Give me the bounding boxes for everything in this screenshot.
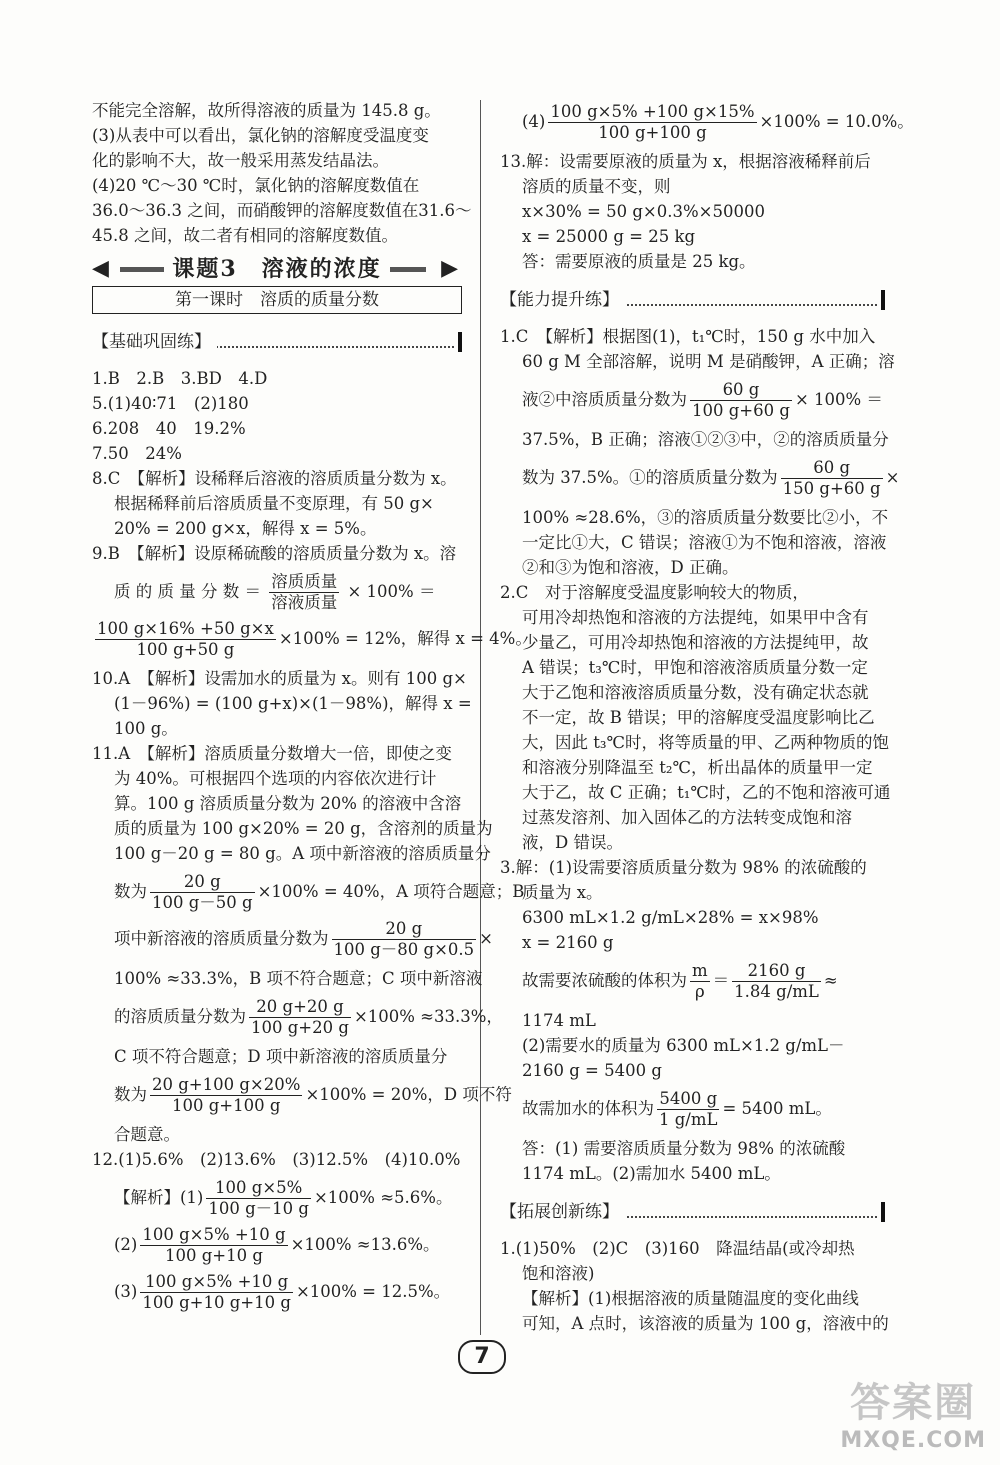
text-line: (3)从表中可以看出，氯化钠的溶解度受温度变 [92,126,429,145]
fraction [95,619,276,660]
numerator: m [692,961,708,980]
answer-line: 溶质的质量不变，则 [522,177,671,196]
text-line: 45.8 之间，故二者有相同的溶解度数值。 [92,226,398,245]
text-line: 不能完全溶解，故所得溶液的质量为 145.8 g。 [92,101,441,120]
numerator: 20 g [150,872,255,893]
dotted-leader [620,304,877,306]
denominator: 100 g－80 g×0.5 [333,940,475,959]
numerator: 60 g [690,380,792,401]
answer-line: 质量为 x。 [522,883,603,902]
answer-line: 答：需要原液的质量是 25 kg。 [522,252,756,271]
answer-line: (1－96%) = (100 g+x)×(1－98%)，解得 x = [114,694,472,713]
formula-prefix: (3) [114,1282,138,1301]
watermark-url: MXQE.COM [840,1428,986,1453]
formula-line [92,1225,462,1266]
denominator: ρ [694,982,705,1001]
section-header-extension [500,1198,885,1226]
formula-tail: × [479,929,493,948]
fraction [657,1089,719,1130]
answer-line: 11.A 【解析】溶质质量分数增大一倍，即使之变 [92,744,452,763]
formula-tail: ×100% ≈13.6%。 [290,1235,440,1254]
numerator: 100 g×5% +10 g [142,1225,286,1244]
fraction [150,1075,302,1116]
answer-line: 可用冷却热饱和溶液的方法提纯，如果甲中含有 [522,608,869,627]
equals-sign: ＝ [712,971,730,990]
formula-prefix: 项中新溶液的溶质质量分数为 [114,929,329,948]
text-line: (4)20 ℃～30 ℃时，氯化钠的溶解度数值在 [92,176,420,195]
answer-line: x = 25000 g = 25 kg [522,227,696,246]
fraction [206,1178,311,1219]
formula-line [500,380,885,421]
fraction [249,997,351,1038]
lesson-title: 课题3 溶液的浓度 [164,256,389,282]
answer-line: 算。100 g 溶质质量分数为 20% 的溶液中含溶 [114,794,462,813]
section-end-bar [881,1202,885,1222]
formula-tail: ×100% = 10.0%。 [759,112,914,131]
answer-line: (2)需要水的质量为 6300 mL×1.2 g/mL－ [522,1036,845,1055]
answer-line: 9.B 【解析】设原稀硫酸的溶质质量分数为 x。溶 [92,544,457,563]
answer-line: 根据稀释前后溶质质量不变原理，有 50 g× [114,494,434,513]
numerator: 20 g [332,919,477,940]
answer-line: 和溶液分别降温至 t₂℃，析出晶体的质量甲一定 [522,758,873,777]
formula-prefix: 质 的 质 量 分 数 ＝ [114,582,261,601]
formula-prefix: 故需要浓硫酸的体积为 [522,971,687,990]
section-end-bar [458,332,462,352]
answer-line: 1.(1)50% (2)C (3)160 降温结晶(或冷却热 [500,1239,855,1258]
watermark [840,1371,986,1453]
answer-line: 60 g M 全部溶解，说明 M 是硝酸钾，A 正确；溶 [522,352,895,371]
answer-line: 3.解：(1)设需要溶质质量分数为 98% 的浓硫酸的 [500,858,867,877]
answer-line: 10.A 【解析】设需加水的质量为 x。则有 100 g× [92,669,467,688]
answer-line: 1.B 2.B 3.BD 4.D [92,369,268,388]
column-divider [480,100,481,1335]
denominator: 溶液质量 [271,593,338,612]
formula-line [92,919,493,960]
formula-line [92,1178,462,1219]
formula-line [500,102,914,143]
formula-line [500,1089,885,1130]
formula-line [92,572,462,613]
answer-line: 2160 g = 5400 g [522,1061,662,1080]
fraction [690,380,792,421]
formula-tail: × 100% ＝ [347,582,436,601]
answer-line: 20% = 200 g×x，解得 x = 5%。 [114,519,377,538]
numerator: 100 g×16% +50 g×x [97,619,274,638]
denominator: 1 g/mL [659,1110,718,1129]
answer-line: x×30% = 50 g×0.3%×50000 [522,202,765,221]
formula-tail: × 100% ＝ [794,390,883,409]
right-arrow-icon: ▶ [441,256,458,281]
answer-line: 37.5%，B 正确；溶液①②③中，②的溶质质量分 [522,430,889,449]
numerator: 溶质质量 [271,572,338,591]
answer-line: 1174 mL [522,1011,596,1030]
section-end-bar [881,290,885,310]
answer-line: 大，因此 t₃℃时，将等质量的甲、乙两种物质的饱 [522,733,889,752]
watermark-logo: 答案圈 [850,1380,977,1426]
formula-prefix: (2) [114,1235,138,1254]
formula-prefix: 数为 [114,1085,147,1104]
formula-line [92,1075,512,1116]
fraction [732,961,821,1002]
answer-line: A 错误；t₃℃时，甲饱和溶液溶质质量分数一定 [522,658,868,677]
answer-line: C 项不符合题意；D 项中新溶液的溶质质量分 [114,1047,448,1066]
answer-line: 1.C 【解析】根据图(1)，t₁℃时，150 g 水中加入 [500,327,876,346]
denominator: 100 g+50 g [136,640,235,659]
dotted-leader [212,346,454,348]
numerator: 20 g+20 g [249,997,351,1018]
answer-line: 可知，A 点时，该溶液的质量为 100 g，溶液中的 [522,1314,889,1333]
formula-line [92,997,503,1038]
formula-line [92,872,525,913]
formula-tail: = 5400 mL。 [722,1099,832,1118]
section-header-ability [500,286,885,314]
section-label: 【拓展创新练】 [500,1202,625,1222]
lesson-subtitle: 第一课时 溶质的质量分数 [92,286,462,314]
answer-line: 6.208 40 19.2% [92,419,246,438]
answer-line: 1174 mL。(2)需加水 5400 mL。 [522,1164,781,1183]
text-line: 36.0～36.3 之间，而硝酸钾的溶解度数值在31.6～ [92,201,472,220]
formula-tail: ×100% = 12.5%。 [295,1282,451,1301]
denominator: 100 g+60 g [692,401,790,420]
lesson-title-bar [92,254,462,284]
formula-line [92,1272,462,1313]
denominator: 100 g－10 g [208,1199,309,1218]
formula-tail: ×100% = 40%，A 项符合题意；B [257,882,525,901]
right-column [500,98,914,1336]
fraction [332,919,477,960]
answer-line: 【解析】(1)根据溶液的质量随温度的变化曲线 [522,1289,859,1308]
answer-line: 为 40%。可根据四个选项的内容依次进行计 [114,769,437,788]
formula-tail: ×100% ≈5.6%。 [313,1188,453,1207]
answer-line: 7.50 24% [92,444,182,463]
formula-prefix: 数为 [114,882,147,901]
text-line: 化的影响不大，故一般采用蒸发结晶法。 [92,151,389,170]
formula-prefix: 液②中溶质质量分数为 [522,390,687,409]
formula-tail: ≈ [823,971,838,990]
denominator: 150 g+60 g [782,479,881,498]
answer-line: 5.(1)40∶71 (2)180 [92,394,249,413]
fraction [548,102,756,143]
left-arrow-icon: ◀ [92,256,109,281]
fraction [781,458,883,499]
formula-line [500,458,900,499]
answer-line: 质的质量为 100 g×20% = 20 g，含溶剂的质量为 [114,819,493,838]
formula-tail: ×100% = 12%，解得 x = 4%。 [278,629,532,648]
numerator: 100 g×5% +10 g [140,1272,293,1293]
answer-line: 饱和溶液) [522,1264,595,1283]
denominator: 100 g+10 g+10 g [142,1293,291,1312]
answer-line: 8.C 【解析】设稀释后溶液的溶质质量分数为 x。 [92,469,457,488]
answer-line: 一定比①大，C 错误；溶液①为不饱和溶液，溶液 [522,533,887,552]
formula-prefix: 【解析】(1) [114,1188,204,1207]
denominator: 100 g+20 g [251,1018,349,1037]
numerator: 20 g+100 g×20% [152,1075,301,1094]
answer-line: 100 g－20 g = 80 g。A 项中新溶液的溶质质量分 [114,844,491,863]
denominator: 100 g+100 g [172,1096,281,1115]
fraction [140,1272,293,1313]
dotted-leader [620,1216,877,1218]
answer-line: 大于乙，故 C 正确；t₁℃时，乙的不饱和溶液可通 [522,783,891,802]
denominator: 100 g+10 g [165,1246,263,1265]
formula-tail: × [885,468,900,487]
answer-line: 12.(1)5.6% (2)13.6% (3)12.5% (4)10.0% [92,1150,461,1169]
answer-line: 不一定，故 B 错误；甲的溶解度受温度影响比乙 [522,708,875,727]
answer-line: 100% ≈33.3%，B 项不符合题意；C 项中新溶液 [114,969,483,988]
answer-line: 13.解：设需要原液的质量为 x，根据溶液稀释前后 [500,152,871,171]
formula-line [500,961,885,1002]
answer-line: x = 2160 g [522,933,614,952]
answer-line: 6300 mL×1.2 g/mL×28% = x×98% [522,908,819,927]
formula-line [92,619,532,660]
answer-line: 过蒸发溶剂、加入固体乙的方法转变成饱和溶 [522,808,852,827]
denominator: 1.84 g/mL [734,982,819,1001]
answer-line: 液，D 错误。 [522,833,623,852]
fraction [150,872,255,913]
answer-line: 答：(1) 需要溶质质量分数为 98% 的浓硫酸 [522,1139,846,1158]
answer-line: 大于乙饱和溶液溶质质量分数，没有确定状态就 [522,683,869,702]
answer-line: 少量乙，可用冷却热饱和溶液的方法提纯甲，故 [522,633,869,652]
answer-line: 100% ≈28.6%，③的溶质质量分数要比②小，不 [522,508,889,527]
fraction [140,1225,287,1266]
denominator: 100 g+100 g [598,123,707,142]
section-label: 【能力提升练】 [500,290,625,310]
numerator: 100 g×5% +100 g×15% [550,102,755,121]
answer-line: ②和③为饱和溶液，D 正确。 [522,558,739,577]
formula-tail: ×100% = 20%，D 项不符 [305,1085,512,1104]
denominator: 100 g－50 g [152,893,253,912]
answer-line: 2.C 对于溶解度受温度影响较大的物质， [500,583,809,602]
numerator: 100 g×5% [206,1178,311,1199]
formula-tail: ×100% ≈33.3%， [353,1007,503,1026]
numerator: 2160 g [732,961,821,982]
answer-line: 100 g。 [114,719,178,738]
fraction [269,572,339,613]
formula-prefix: (4) [522,112,546,131]
numerator: 5400 g [657,1089,719,1110]
left-column [92,98,532,1319]
formula-prefix: 数为 37.5%。①的溶质质量分数为 [522,468,778,487]
page-number: 7 [458,1340,506,1374]
formula-prefix: 故需加水的体积为 [522,1099,654,1118]
fraction [690,961,710,1002]
section-header-basic [92,328,462,356]
formula-prefix: 的溶质质量分数为 [114,1007,246,1026]
section-label: 【基础巩固练】 [92,332,217,352]
numerator: 60 g [781,458,883,479]
answer-line: 合题意。 [114,1125,180,1144]
